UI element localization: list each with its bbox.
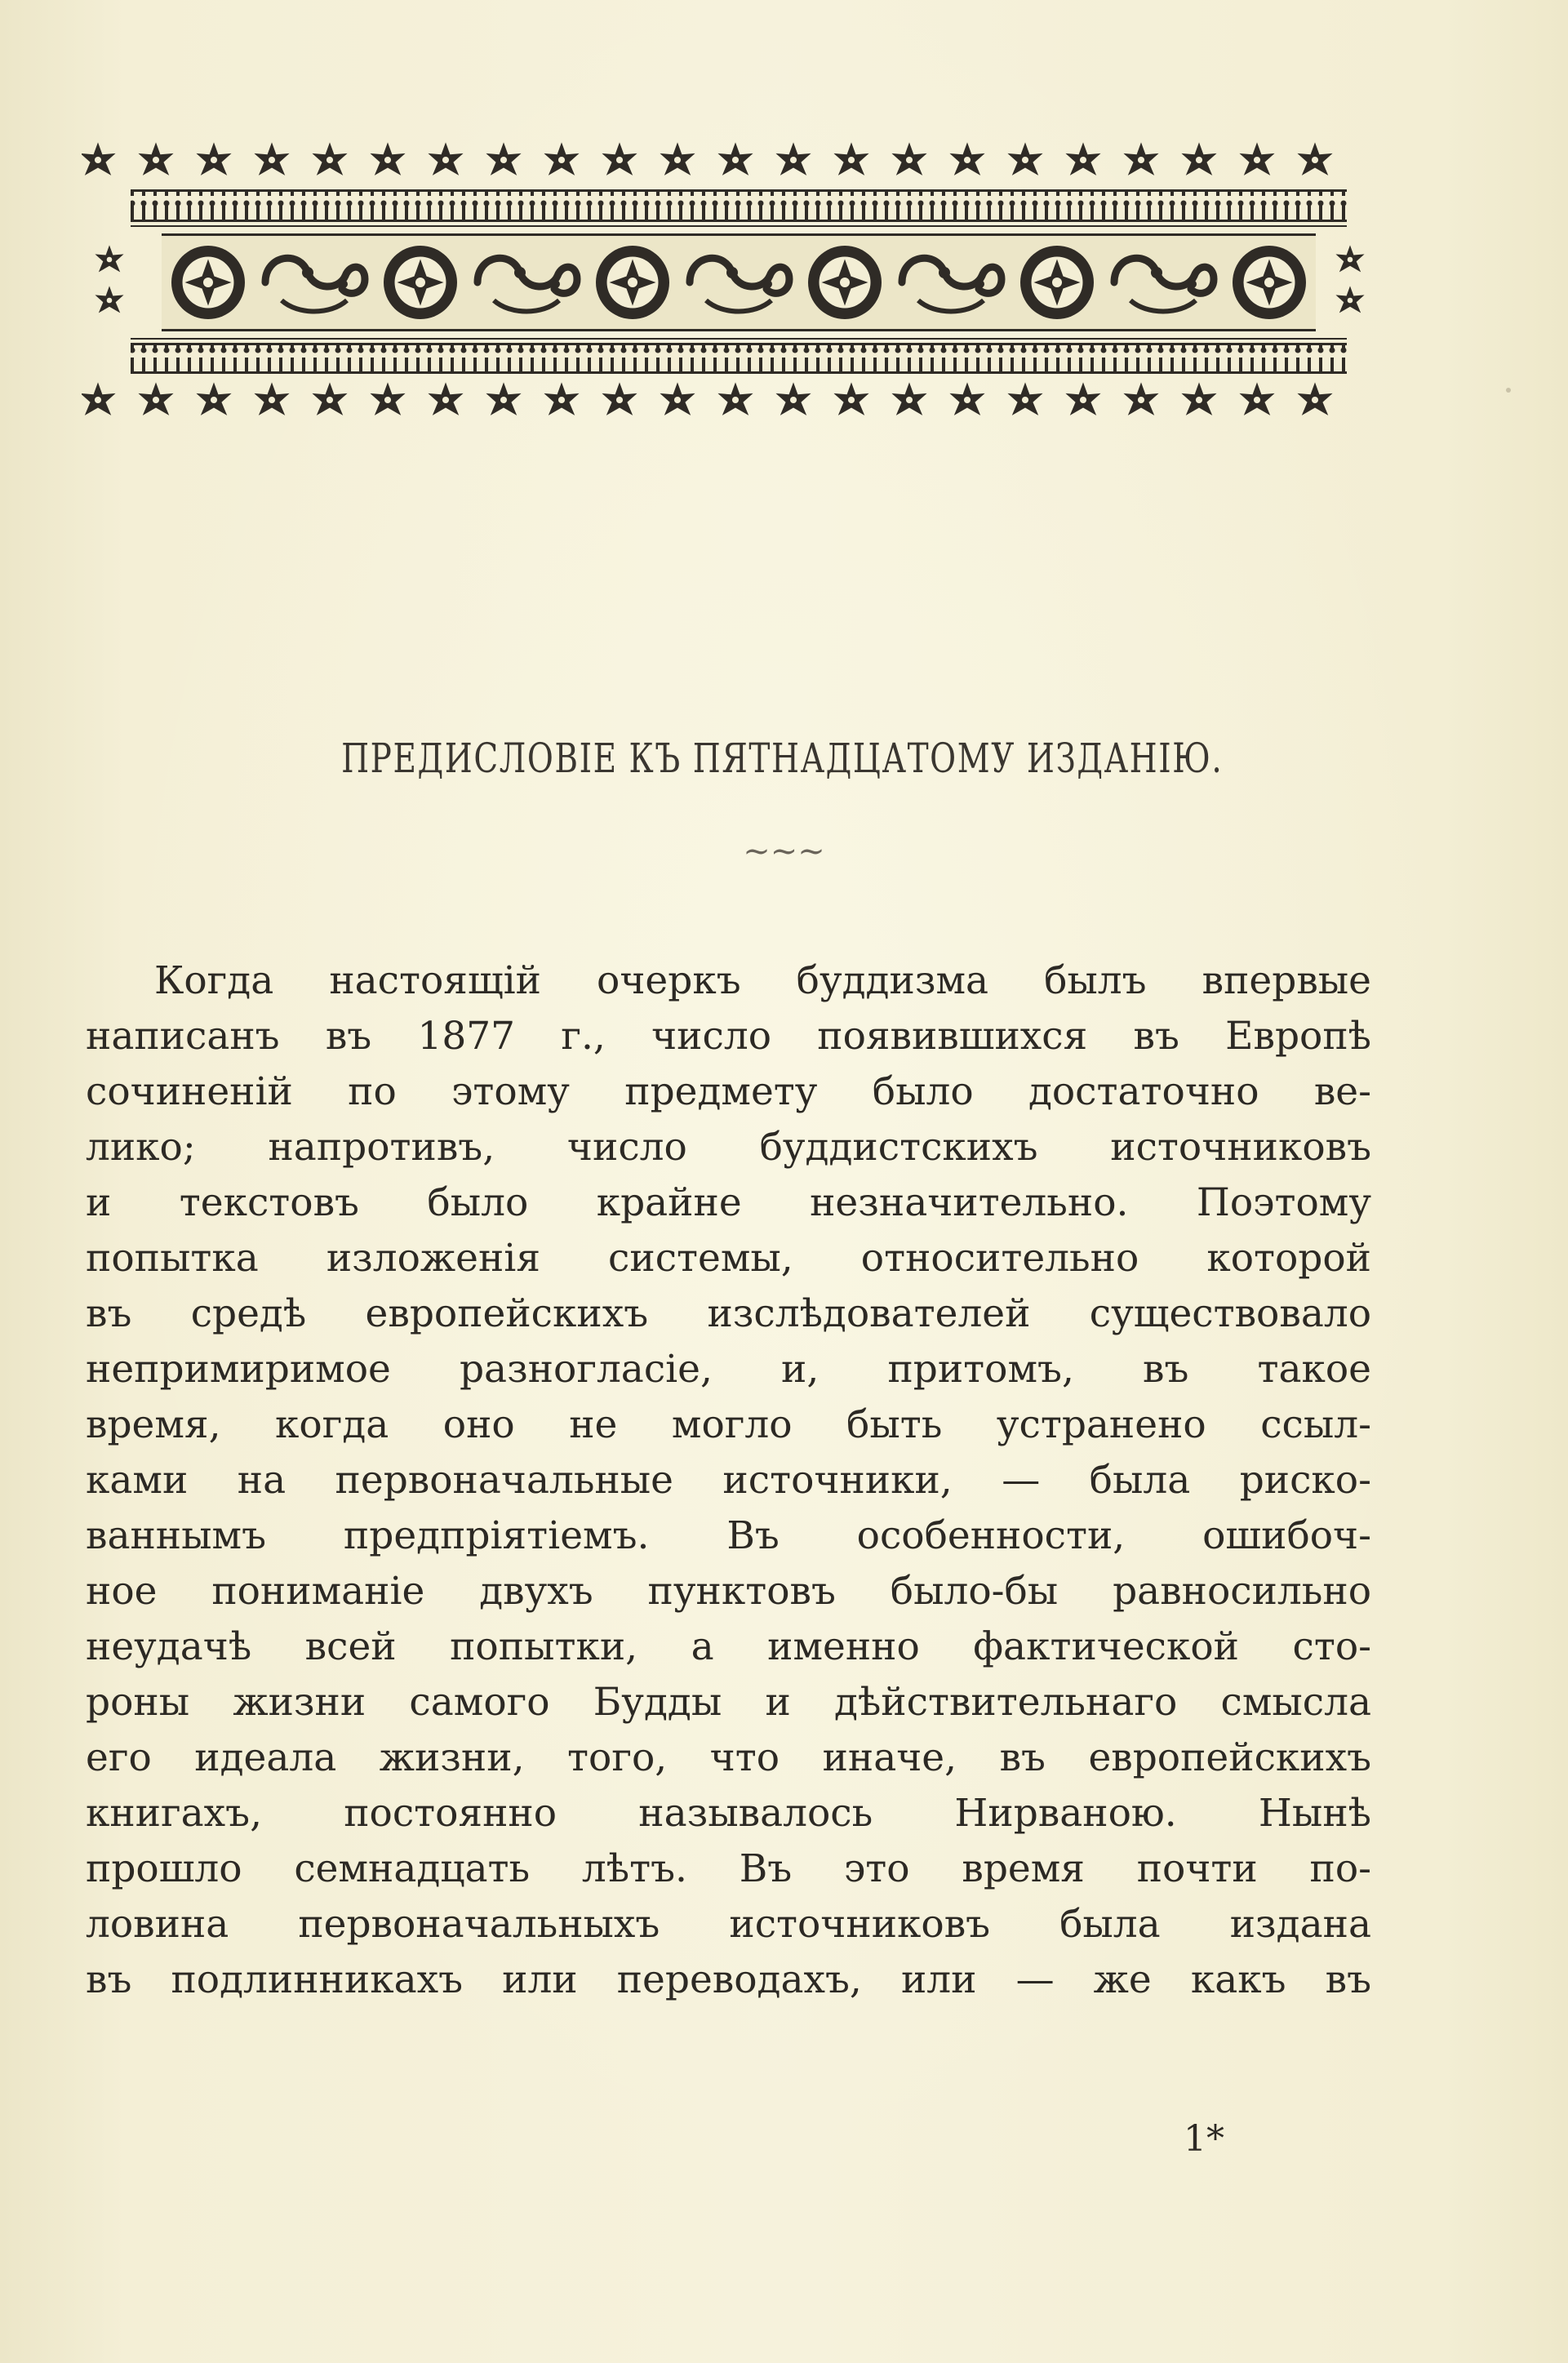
ornament-star-icon [82,382,116,415]
ornament-star-icon [833,382,868,415]
ornament-star-icon [660,382,695,415]
ornament-star-icon [1123,382,1158,415]
ornament-star-icon [833,142,868,175]
text-line: время, когда оно не могло быть устранено ссыл- [86,1402,1371,1447]
ornament-star-icon [312,382,347,415]
ornament-star-icon [370,142,405,175]
ornament-star-icon [428,382,463,415]
ornament-rosette-icon [1020,246,1094,319]
ornament-star-icon [1007,382,1042,415]
body-paragraph [86,953,1371,2008]
ornament-rosette-icon [1233,246,1306,319]
ornament-star-icon [949,142,984,175]
ornament-star-icon [775,382,811,415]
ornament-star-icon [891,382,926,415]
ornament-star-icon [486,382,521,415]
ornament-star-icon [1335,286,1364,313]
ornament-star-icon [1239,142,1274,175]
text-line: ловина первоначальныхъ источниковъ была издана [86,1902,1371,1947]
text-line: попытка изложенія системы, относительно которой [86,1236,1371,1281]
text-line: въ средѣ европейскихъ изслѣдователей существовало [86,1291,1371,1336]
text-line: въ подлинникахъ или переводахъ, или — же какъ въ [86,1957,1371,2002]
ornament-star-icon [949,382,984,415]
ornamental-header-band [82,137,1378,423]
ornament-star-icon [196,382,231,415]
ornament-star-icon [717,382,753,415]
text-line: неудачѣ всей попытки, а именно фактической сто- [86,1624,1371,1669]
ornament-rosette-icon [171,246,245,319]
ornament-rosette-icon [384,246,457,319]
ornament-rosette-icon [808,246,882,319]
ornament-star-icon [775,142,811,175]
text-line: прошло семнадцать лѣтъ. Въ это время почти по- [86,1846,1371,1891]
ornament-rosette-icon [596,246,669,319]
ornament-star-icon [95,286,123,313]
ornament-star-icon [1065,142,1100,175]
ornament-star-icon [1335,245,1364,272]
text-line: непримиримое разногласіе, и, притомъ, въ такое [86,1347,1371,1392]
ornament-star-icon [370,382,405,415]
ornament-star-icon [1007,142,1042,175]
text-line: роны жизни самого Будды и дѣйствительнаго смысла [86,1680,1371,1725]
text-line: Когда настоящій очеркъ буддизма былъ впервые [154,958,1371,1003]
ornament-star-icon [544,142,579,175]
ornament-star-icon [1239,382,1274,415]
text-line: книгахъ, постоянно называлось Нирваною. Нынѣ [86,1791,1371,1836]
ornament-star-icon [196,142,231,175]
ornament-star-icon [254,382,289,415]
ornament-star-icon [891,142,926,175]
ornament-star-icon [486,142,521,175]
text-line: лико; напротивъ, число буддистскихъ источниковъ [86,1125,1371,1170]
ornament-star-icon [1181,142,1216,175]
ornament-star-icon [138,382,173,415]
chapter-heading: ПРЕДИСЛОВІЕ КЪ ПЯТНАДЦАТОМУ ИЗДАНІЮ. [341,735,1224,782]
text-line: ками на первоначальные источники, — была риско- [86,1458,1371,1503]
ornament-star-icon [1297,142,1332,175]
ornament-star-icon [717,142,753,175]
ornament-star-icon [1181,382,1216,415]
text-line: ваннымъ предпріятіемъ. Въ особенности, ошибоч- [86,1513,1371,1558]
text-line: сочиненій по этому предмету было достаточно ве- [86,1069,1371,1114]
ornament-star-icon [138,142,173,175]
text-line: ное пониманіе двухъ пунктовъ было-бы равносильно [86,1569,1371,1614]
ornament-star-icon [602,142,637,175]
ornament-star-icon [544,382,579,415]
text-line: его идеала жизни, того, что иначе, въ европейскихъ [86,1735,1371,1780]
ornament-star-icon [1123,142,1158,175]
heading-separator: ~~~ [743,833,825,870]
ornament-star-icon [1297,382,1332,415]
text-line: и текстовъ было крайне незначительно. Поэтому [86,1180,1371,1225]
ornament-star-icon [1065,382,1100,415]
ornament-star-icon [602,382,637,415]
paper-speck [1506,388,1511,393]
ornament-star-icon [428,142,463,175]
ornament-star-icon [82,142,116,175]
ornament-star-icon [95,245,123,272]
text-line: написанъ въ 1877 г., число появившихся въ Европѣ [86,1014,1371,1059]
ornament-star-icon [660,142,695,175]
signature-mark: 1* [1184,2118,1224,2160]
ornament-star-icon [312,142,347,175]
ornament-star-icon [254,142,289,175]
